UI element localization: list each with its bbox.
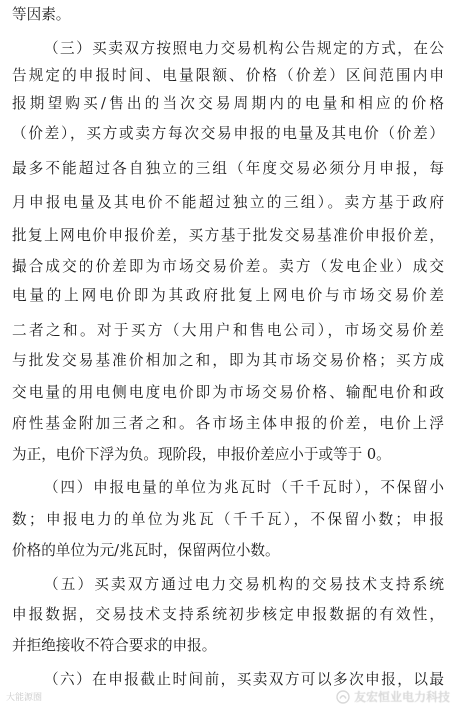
text-line: 最多不能超过各自独立的三组（年度交易必须分月申报，每: [12, 160, 444, 177]
text-line: 为正，电价下浮为负。现阶段，申报价差应小于或等于 0。: [12, 446, 391, 463]
text-line: （五）买卖双方通过电力交易机构的交易技术支持系统: [44, 576, 444, 593]
watermark-left: 大能源圈: [6, 693, 43, 703]
text-line: （四）申报电量的单位为兆瓦时（千千瓦时），不保留小: [44, 479, 444, 496]
watermark-brand-text: 友宏恒业电力科技: [353, 690, 450, 704]
brand-logo-icon: [336, 690, 350, 704]
text-line: 府性基金附加三者之和。各市场主体申报的价差，电价上浮: [12, 415, 444, 432]
text-line: 批复上网电价申报价差，买方基于批发交易基准价申报价差，: [12, 227, 444, 244]
text-line: 等因素。: [12, 6, 71, 23]
text-line: 撮合成交的价差即为市场交易价差。卖方（发电企业）成交: [12, 258, 444, 275]
text-line: （三）买卖双方按照电力交易机构公告规定的方式，在公: [44, 40, 444, 57]
text-line: 电量的上网电价即为其政府批复上网电价与市场交易价差: [12, 287, 444, 304]
text-line: 报期望购买/售出的当次交易周期内的电量和相应的价格: [12, 95, 444, 112]
text-line: 交电量的用电侧电度电价即为市场交易价格、输配电价和政: [12, 384, 444, 401]
text-line: 告规定的申报时间、电量限额、价格（价差）区间范围内申: [12, 67, 444, 84]
text-line: （价差），买方或卖方每次交易申报的电量及其电价（价差）: [12, 125, 444, 142]
text-line: 价格的单位为元/兆瓦时，保留两位小数。: [12, 542, 280, 559]
text-line: 与批发交易基准价相加之和，即为其市场交易价格；买方成: [12, 352, 444, 369]
text-line: 月申报电量及其电价不能超过独立的三组）。卖方基于政府: [12, 194, 444, 211]
watermark-right: [336, 688, 450, 705]
text-line: 二者之和。对于买方（大用户和售电公司），市场交易价差: [12, 322, 444, 339]
text-line: 数；申报电力的单位为兆瓦（千千瓦），不保留小数；申报: [12, 511, 444, 528]
text-line: （六）在申报截止时间前，买卖双方可以多次申报，以最: [44, 671, 444, 688]
text-line: 并拒绝接收不符合要求的申报。: [12, 637, 217, 654]
text-line: 申报数据，交易技术支持系统初步核定申报数据的有效性，: [12, 606, 444, 623]
